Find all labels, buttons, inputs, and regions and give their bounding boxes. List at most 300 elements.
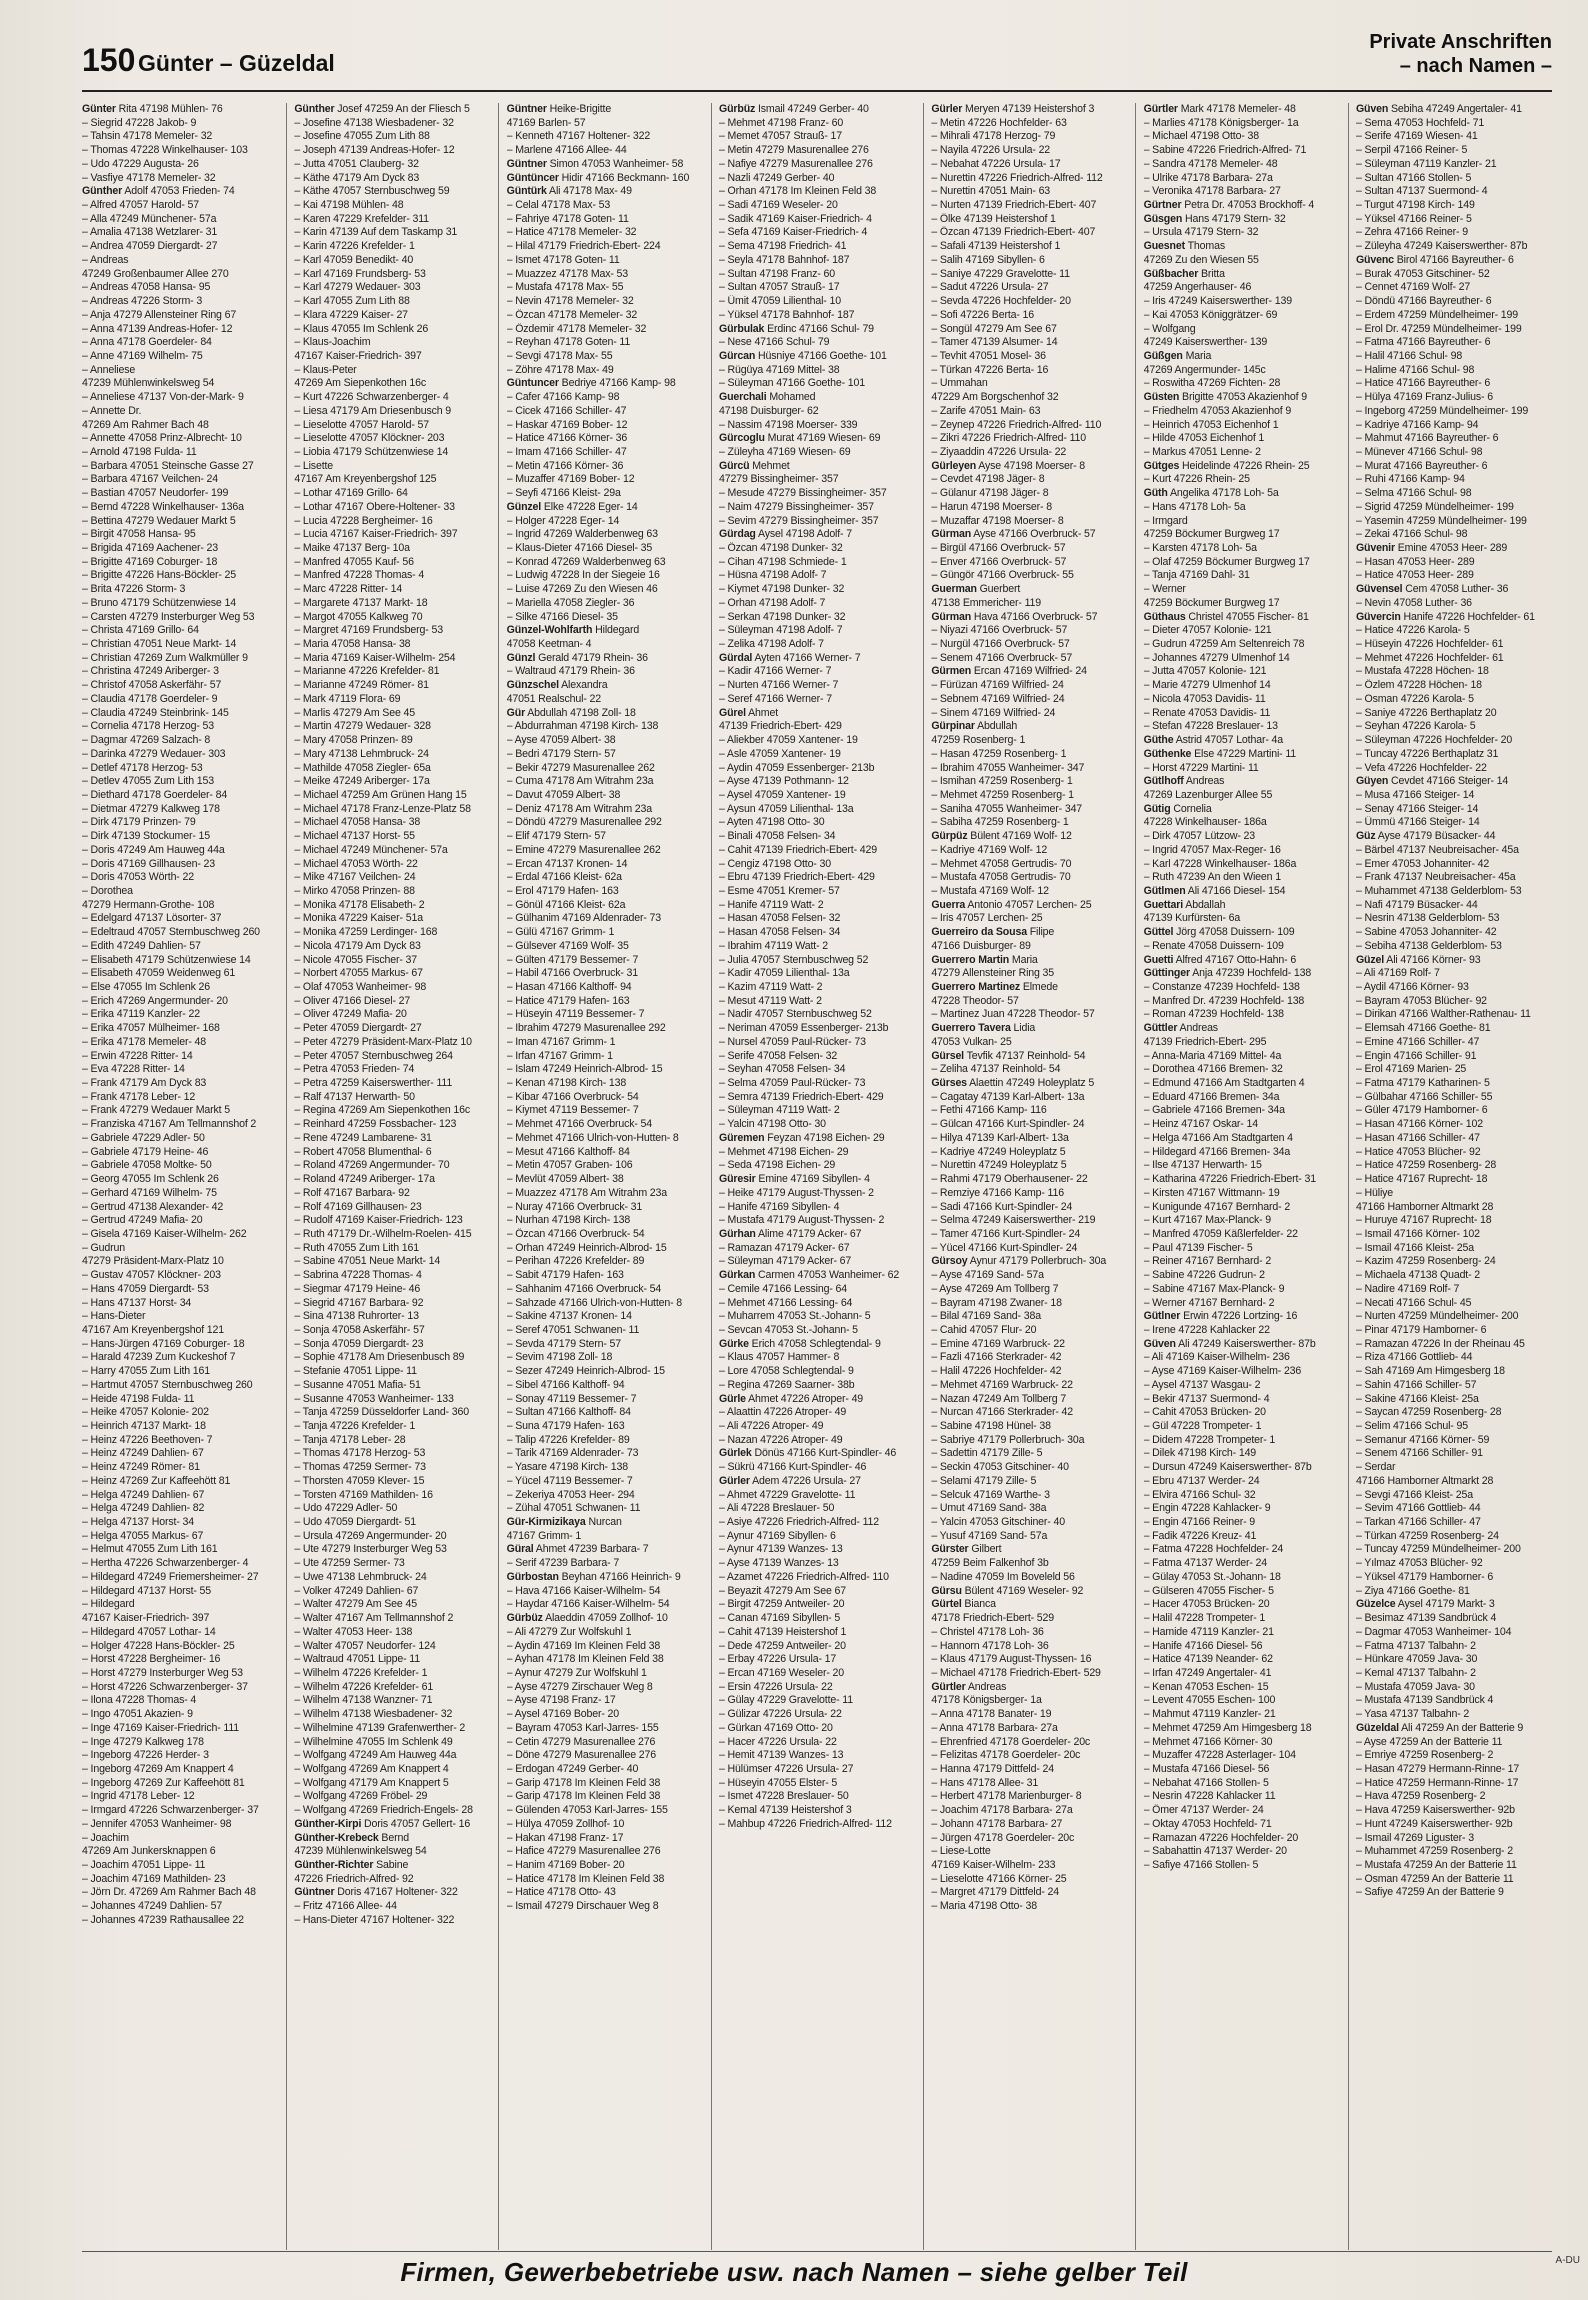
listing-entry xyxy=(507,473,703,487)
listing-entry xyxy=(1356,1104,1552,1118)
listing-entry xyxy=(931,172,1127,186)
listing-details: – Bastian 47057 Neudorfer- 199 xyxy=(82,487,229,500)
listing-details: – Anna 47139 Andreas-Hofer- 12 xyxy=(82,322,233,335)
listing-entry xyxy=(1356,1516,1552,1530)
listing-details: – Ali 47169 Kaiser-Wilhelm- 236 xyxy=(1143,1351,1290,1364)
listing-details: – Zelika 47198 Adolf- 7 xyxy=(718,638,824,651)
listing-details: – Karl 47279 Wedauer- 303 xyxy=(294,281,421,294)
listing-entry xyxy=(507,1324,703,1338)
listing-entry xyxy=(719,1406,915,1420)
listing-details: Alexandra xyxy=(561,679,608,692)
listing-details: – Kibar 47166 Overbruck- 54 xyxy=(506,1090,639,1103)
listing-details: – Emine 47166 Schiller- 47 xyxy=(1355,1035,1480,1048)
listing-details: 47178 Friedrich-Ebert- 529 xyxy=(931,1612,1055,1625)
listing-entry xyxy=(1144,1104,1340,1118)
listing-entry xyxy=(82,748,278,762)
listing-details: – Seckin 47053 Gitschiner- 40 xyxy=(931,1461,1069,1474)
listing-surname: Günter xyxy=(82,103,116,115)
listing-entry xyxy=(719,1447,915,1461)
listing-entry xyxy=(719,967,915,981)
listing-entry xyxy=(1144,542,1340,556)
listing-entry xyxy=(931,432,1127,446)
listing-details: – Reinhard 47259 Fossbacher- 123 xyxy=(294,1118,457,1131)
listing-details: – Kadriye 47169 Wolf- 12 xyxy=(931,843,1048,856)
listing-details: – Mahmut 47119 Kanzler- 21 xyxy=(1143,1708,1276,1721)
listing-entry xyxy=(1144,419,1340,433)
listing-entry xyxy=(82,693,278,707)
listing-entry xyxy=(294,1022,490,1036)
listing-entry xyxy=(507,967,703,981)
listing-details: – Julia 47057 Sternbuschweg 52 xyxy=(718,953,869,966)
listing-details: – Gülay 47229 Gravelotte- 11 xyxy=(718,1694,853,1707)
listing-details: – Bedri 47179 Stern- 57 xyxy=(506,747,616,760)
listing-entry xyxy=(507,213,703,227)
listing-details: – Cahit 47053 Brücken- 20 xyxy=(1143,1406,1266,1419)
listing-details: Ayse 47179 Büsacker- 44 xyxy=(1377,830,1496,843)
listing-details: – Fatma 47166 Bayreuther- 6 xyxy=(1355,336,1491,349)
listing-entry xyxy=(507,871,703,885)
listing-details: 47239 Mühlenwinkelsweg 54 xyxy=(82,377,215,390)
listing-entry xyxy=(719,1132,915,1146)
listing-entry xyxy=(719,501,915,515)
listing-details: Hans 47179 Stern- 32 xyxy=(1184,212,1286,225)
listing-details: – Alla 47249 Münchener- 57a xyxy=(82,212,217,225)
listing-entry xyxy=(719,1749,915,1763)
listing-details: – Nafiye 47279 Masurenallee 276 xyxy=(718,157,873,170)
listing-details: – Osman 47226 Karola- 5 xyxy=(1355,692,1474,705)
listing-surname: Gütig xyxy=(1143,802,1171,815)
listing-entry xyxy=(82,940,278,954)
listing-entry xyxy=(719,1379,915,1393)
listing-entry xyxy=(1144,556,1340,570)
listing-details: – Imam 47166 Schiller- 47 xyxy=(506,445,627,458)
listing-details: – Ziya 47166 Goethe- 81 xyxy=(1355,1584,1470,1597)
listing-entry xyxy=(82,1790,278,1804)
listing-entry xyxy=(507,364,703,378)
listing-surname: Güzelce xyxy=(1355,1598,1396,1611)
listing-details: – Wolfgang 47249 Am Hauweg 44a xyxy=(294,1749,457,1762)
listing-details: – Brigida 47169 Aachener- 23 xyxy=(82,542,218,554)
listing-details: – Senem 47166 Schiller- 91 xyxy=(1355,1447,1483,1460)
listing-details: – Muzaffar 47198 Moerser- 8 xyxy=(931,514,1064,527)
listing-entry xyxy=(931,1228,1127,1242)
directory-columns xyxy=(82,103,1552,2250)
listing-details: – Aysun 47059 Lilienthal- 13a xyxy=(718,802,854,815)
listing-entry xyxy=(507,460,703,474)
listing-details: – Manfred 47059 Käßlerfelder- 22 xyxy=(1143,1227,1298,1240)
listing-details: – Hüseyin 47226 Hochfelder- 61 xyxy=(1355,638,1504,651)
listing-details: 47259 Böckumer Burgweg 17 xyxy=(1143,596,1280,609)
listing-entry xyxy=(82,1557,278,1571)
listing-details: – Paul 47139 Fischer- 5 xyxy=(1143,1241,1253,1254)
listing-details: – Annette Dr. xyxy=(82,404,142,417)
listing-details: – Erbay 47226 Ursula- 17 xyxy=(718,1653,837,1666)
listing-details: – Hunt 47249 Kaiserswerther- 92b xyxy=(1355,1817,1513,1830)
listing-entry xyxy=(931,720,1127,734)
listing-details: – Süleyman 47198 Adolf- 7 xyxy=(718,624,843,637)
listing-entry xyxy=(294,912,490,926)
listing-details: – Nurten 47259 Mündelheimer- 200 xyxy=(1355,1310,1519,1323)
listing-entry xyxy=(82,1694,278,1708)
listing-details: – Ramazan 47179 Acker- 67 xyxy=(718,1241,850,1254)
listing-details: – Volker 47249 Dahlien- 67 xyxy=(294,1584,419,1597)
listing-entry xyxy=(931,1297,1127,1311)
listing-details: Erich 47058 Schlegtendal- 9 xyxy=(751,1337,881,1350)
listing-entry xyxy=(1144,1269,1340,1283)
listing-entry xyxy=(82,240,278,254)
listing-entry xyxy=(507,1859,703,1873)
listing-entry xyxy=(719,1146,915,1160)
listing-details: – Peter 47057 Sternbuschweg 264 xyxy=(294,1049,453,1062)
listing-details: – Rügüya 47169 Mittel- 38 xyxy=(718,363,840,376)
listing-entry xyxy=(507,995,703,1009)
listing-details: – Roman 47239 Hochfeld- 138 xyxy=(1143,1008,1284,1021)
directory-column-4 xyxy=(719,103,915,2250)
listing-entry xyxy=(719,1297,915,1311)
listing-entry xyxy=(507,1187,703,1201)
listing-entry xyxy=(294,281,490,295)
listing-entry xyxy=(82,1420,278,1434)
listing-entry xyxy=(1356,679,1552,693)
listing-details: – Ibrahim 47119 Watt- 2 xyxy=(718,939,828,952)
listing-entry xyxy=(1144,1022,1340,1036)
listing-details: – Sadettin 47179 Zille- 5 xyxy=(931,1447,1043,1460)
listing-entry xyxy=(82,569,278,583)
listing-entry xyxy=(719,1777,915,1791)
listing-entry xyxy=(82,1269,278,1283)
listing-entry xyxy=(82,981,278,995)
listing-details: Ayten 47166 Werner- 7 xyxy=(754,651,861,664)
listing-details: – Hasan 47053 Heer- 289 xyxy=(1355,555,1475,568)
listing-details: – Anne 47169 Wilhelm- 75 xyxy=(82,349,203,362)
listing-surname: Gürsoy xyxy=(931,1255,968,1268)
listing-details: – Serkan 47198 Dunker- 32 xyxy=(718,610,846,623)
listing-entry xyxy=(507,130,703,144)
listing-entry xyxy=(82,1159,278,1173)
listing-details: – Ingo 47051 Akazien- 9 xyxy=(82,1708,193,1721)
listing-details: – Mehmet 47169 Warbruck- 22 xyxy=(931,1378,1073,1391)
listing-entry xyxy=(719,1763,915,1777)
listing-details: – Ayse 47059 Albert- 38 xyxy=(506,734,616,747)
listing-details: – Margret 47179 Dittfeld- 24 xyxy=(931,1886,1060,1899)
listing-details: – Sebnem 47169 Wilfried- 24 xyxy=(931,692,1065,705)
listing-entry xyxy=(1356,1365,1552,1379)
listing-entry xyxy=(82,1393,278,1407)
listing-entry xyxy=(507,1091,703,1105)
listing-entry xyxy=(294,1818,490,1832)
listing-details: – Jörn Dr. 47269 Am Rahmer Bach 48 xyxy=(82,1886,256,1899)
listing-entry xyxy=(82,1228,278,1242)
listing-details: 47051 Realschul- 22 xyxy=(506,692,601,705)
listing-details: – Cahid 47057 Flur- 20 xyxy=(931,1323,1037,1336)
listing-entry xyxy=(1356,1681,1552,1695)
listing-details: 47259 Angerhauser- 46 xyxy=(1143,281,1252,294)
listing-details: Ali 47259 An der Batterie 9 xyxy=(1401,1721,1524,1734)
listing-entry xyxy=(1144,1173,1340,1187)
listing-details: – Petra 47259 Kaiserswerther- 111 xyxy=(294,1077,453,1090)
listing-entry xyxy=(1356,789,1552,803)
listing-entry xyxy=(1144,1447,1340,1461)
listing-details: – Naim 47279 Bissingheimer- 357 xyxy=(718,500,874,513)
listing-entry xyxy=(931,1557,1127,1571)
listing-entry xyxy=(507,624,703,638)
listing-entry xyxy=(719,460,915,474)
listing-details: – Cihan 47198 Schmiede- 1 xyxy=(718,555,847,568)
listing-details: – Olaf 47053 Wanheimer- 98 xyxy=(294,981,427,993)
listing-details: – Cagatay 47139 Karl-Albert- 13a xyxy=(931,1090,1085,1103)
listing-details: – Kenneth 47167 Holtener- 322 xyxy=(506,130,651,143)
listing-entry xyxy=(1356,556,1552,570)
listing-entry xyxy=(1144,323,1340,337)
listing-surname: Güz xyxy=(1355,830,1376,843)
listing-entry xyxy=(719,1708,915,1722)
listing-entry xyxy=(294,1571,490,1585)
listing-entry xyxy=(719,268,915,282)
listing-entry xyxy=(507,803,703,817)
listing-entry xyxy=(82,172,278,186)
listing-entry xyxy=(719,1516,915,1530)
listing-entry xyxy=(1144,172,1340,186)
listing-entry xyxy=(294,748,490,762)
listing-surname: Günther-Krebeck xyxy=(294,1831,379,1844)
listing-surname: Gürbulak xyxy=(718,322,765,335)
listing-details: – Songül 47279 Am See 67 xyxy=(931,322,1057,335)
listing-entry xyxy=(1144,1557,1340,1571)
listing-entry xyxy=(507,1393,703,1407)
listing-details: – Sandra 47178 Memeler- 48 xyxy=(1143,157,1278,170)
listing-details: – Siegmar 47179 Heine- 46 xyxy=(294,1282,421,1295)
listing-entry xyxy=(82,1242,278,1256)
listing-details: – Hanife 47169 Sibyllen- 4 xyxy=(718,1200,840,1213)
listing-entry xyxy=(82,1571,278,1585)
listing-details: Mohamed xyxy=(769,391,816,404)
listing-entry xyxy=(719,1475,915,1489)
listing-entry xyxy=(1144,1832,1340,1846)
listing-details: Jörg 47058 Duissern- 109 xyxy=(1176,926,1295,939)
listing-entry xyxy=(1144,926,1340,940)
listing-details: – Sabrina 47228 Thomas- 4 xyxy=(294,1269,422,1282)
listing-entry xyxy=(294,446,490,460)
listing-entry xyxy=(931,1187,1127,1201)
listing-entry xyxy=(931,1571,1127,1585)
listing-details: Bülent 47169 Wolf- 12 xyxy=(970,830,1072,843)
listing-details: 47279 Bissingheimer- 357 xyxy=(718,473,839,486)
listing-details: – Aysel 47169 Bober- 20 xyxy=(506,1708,620,1721)
listing-details: – Sabit 47179 Hafen- 163 xyxy=(506,1269,624,1282)
listing-entry xyxy=(719,665,915,679)
listing-details: – Walter 47279 Am See 45 xyxy=(294,1598,417,1611)
listing-entry xyxy=(931,624,1127,638)
listing-entry xyxy=(294,295,490,309)
listing-details: – Ingrid 47178 Leber- 12 xyxy=(82,1790,195,1803)
listing-details: – Aydin 47169 Im Kleinen Feld 38 xyxy=(506,1639,661,1652)
listing-details: – Bekir 47137 Suermond- 4 xyxy=(1143,1392,1270,1405)
listing-details: – Doris 47169 Gillhausen- 23 xyxy=(82,857,216,870)
listing-details: – Fatma 47137 Werder- 24 xyxy=(1143,1557,1268,1570)
listing-entry xyxy=(507,1832,703,1846)
listing-details: – Kiymet 47119 Bessemer- 7 xyxy=(506,1104,639,1117)
listing-entry xyxy=(719,981,915,995)
listing-details: – Christa 47169 Grillo- 64 xyxy=(82,624,199,637)
listing-details: – Sinem 47169 Wilfried- 24 xyxy=(931,706,1056,719)
listing-details: – Anneliese 47137 Von-der-Mark- 9 xyxy=(82,391,244,404)
listing-entry xyxy=(1356,542,1552,556)
listing-details: – Metin 47226 Hochfelder- 63 xyxy=(931,116,1067,129)
listing-entry xyxy=(82,707,278,721)
listing-entry xyxy=(1356,858,1552,872)
listing-entry xyxy=(931,1873,1127,1887)
listing-entry xyxy=(1356,1489,1552,1503)
listing-entry xyxy=(1356,473,1552,487)
listing-details: – Jutta 47051 Clauberg- 32 xyxy=(294,157,419,170)
listing-details: – Sevgi 47178 Max- 55 xyxy=(506,349,613,362)
listing-details: – Karl 47169 Frundsberg- 53 xyxy=(294,267,426,280)
listing-details: – Margarete 47137 Markt- 18 xyxy=(294,596,428,609)
listing-details: Guerbert xyxy=(979,583,1021,596)
listing-entry xyxy=(82,268,278,282)
listing-entry xyxy=(82,1214,278,1228)
listing-surname: Güntner xyxy=(506,157,547,170)
listing-details: – Andreas 47226 Storm- 3 xyxy=(82,295,203,308)
listing-details: – Halil 47226 Hochfelder- 42 xyxy=(931,1365,1062,1378)
listing-entry xyxy=(1144,1543,1340,1557)
column-separator xyxy=(498,103,499,2250)
listing-details: – Gülay 47053 St.-Johann- 18 xyxy=(1143,1570,1281,1583)
listing-entry xyxy=(82,1873,278,1887)
listing-entry xyxy=(1144,501,1340,515)
listing-details: – Habil 47166 Overbruck- 31 xyxy=(506,967,639,980)
listing-entry xyxy=(1356,1873,1552,1887)
listing-details: – Eva 47228 Ritter- 14 xyxy=(82,1063,185,1076)
listing-entry xyxy=(82,1749,278,1763)
listing-entry xyxy=(1356,611,1552,625)
listing-details: – Walter 47057 Neudorfer- 124 xyxy=(294,1639,436,1652)
listing-entry xyxy=(1144,1338,1340,1352)
listing-entry xyxy=(1144,583,1340,597)
listing-details: – Yalcin 47198 Otto- 30 xyxy=(718,1118,826,1131)
listing-details: – Mevlüt 47059 Albert- 38 xyxy=(506,1173,624,1186)
listing-details: – Hava 47166 Kaiser-Wilhelm- 54 xyxy=(506,1584,661,1597)
listing-details: 47226 Friedrich-Alfred- 92 xyxy=(294,1872,414,1885)
listing-details: – Memet 47057 Strauß- 17 xyxy=(718,130,842,143)
listing-entry xyxy=(719,213,915,227)
listing-details: – Andreas xyxy=(82,253,129,266)
listing-details: – Sultan 47166 Kalthoff- 84 xyxy=(506,1406,631,1419)
listing-entry xyxy=(294,1283,490,1297)
listing-details: – Döne 47279 Masurenallee 276 xyxy=(506,1749,657,1762)
listing-details: – Ingrid 47269 Walderbenweg 63 xyxy=(506,528,658,541)
listing-details: – Heinz 47249 Dahlien- 67 xyxy=(82,1447,204,1460)
listing-details: – Cahit 47139 Friedrich-Ebert- 429 xyxy=(718,843,877,856)
listing-details: – Seyhan 47226 Karola- 5 xyxy=(1355,720,1476,733)
listing-details: – Mustafa 47059 Java- 30 xyxy=(1355,1680,1475,1693)
listing-entry xyxy=(931,1516,1127,1530)
listing-entry xyxy=(719,1118,915,1132)
listing-surname: Güremen xyxy=(718,1131,765,1144)
listing-details: – Birgit 47058 Hansa- 95 xyxy=(82,528,196,541)
listing-details: Ahmet xyxy=(748,706,778,719)
listing-entry xyxy=(719,432,915,446)
listing-details: Andreas xyxy=(1185,775,1225,788)
listing-details: – Rene 47249 Lambarene- 31 xyxy=(294,1131,432,1144)
listing-details: – Cetin 47279 Masurenallee 276 xyxy=(506,1735,656,1748)
listing-details: – Nassim 47198 Moerser- 339 xyxy=(718,418,858,431)
listing-entry xyxy=(507,542,703,556)
listing-entry xyxy=(82,926,278,940)
listing-details: – Hatice 47226 Karola- 5 xyxy=(1355,624,1470,637)
listing-details: – Edith 47249 Dahlien- 57 xyxy=(82,939,201,952)
listing-entry xyxy=(719,597,915,611)
listing-entry xyxy=(931,1351,1127,1365)
listing-entry xyxy=(82,638,278,652)
listing-entry xyxy=(82,377,278,391)
listing-entry xyxy=(294,665,490,679)
listing-details: – Konrad 47269 Walderbenweg 63 xyxy=(506,555,666,568)
listing-details: – Hanife 47166 Diesel- 56 xyxy=(1143,1639,1263,1652)
listing-details: Adem 47226 Ursula- 27 xyxy=(752,1474,861,1487)
listing-entry xyxy=(931,707,1127,721)
listing-entry xyxy=(294,364,490,378)
listing-surname: Guerman xyxy=(931,583,977,596)
listing-entry xyxy=(1144,1187,1340,1201)
listing-entry xyxy=(931,1434,1127,1448)
listing-entry xyxy=(82,460,278,474)
listing-details: – Sefa 47169 Kaiser-Friedrich- 4 xyxy=(718,226,868,239)
listing-entry xyxy=(82,130,278,144)
listing-entry xyxy=(507,1612,703,1626)
listing-entry xyxy=(82,391,278,405)
listing-surname: Gürler xyxy=(718,1474,750,1487)
listing-entry xyxy=(931,665,1127,679)
listing-entry xyxy=(82,995,278,1009)
listing-entry xyxy=(294,1914,490,1928)
listing-entry xyxy=(1144,432,1340,446)
listing-details: – Ali 47228 Breslauer- 50 xyxy=(718,1502,835,1515)
listing-details: – Eduard 47166 Bremen- 34a xyxy=(1143,1090,1280,1103)
listing-details: – Muharrem 47053 St.-Johann- 5 xyxy=(718,1310,871,1323)
listing-details: – Cevdet 47198 Jäger- 8 xyxy=(931,473,1045,486)
listing-details: – Mustafa 47166 Diesel- 56 xyxy=(1143,1762,1270,1775)
listing-entry xyxy=(931,226,1127,240)
listing-entry xyxy=(931,1104,1127,1118)
listing-entry xyxy=(82,117,278,131)
listing-entry xyxy=(294,199,490,213)
listing-entry xyxy=(719,1667,915,1681)
listing-details: – Stefanie 47051 Lippe- 11 xyxy=(294,1365,417,1378)
listing-entry xyxy=(1144,707,1340,721)
listing-entry xyxy=(1144,1132,1340,1146)
listing-details: – Marianne 47249 Römer- 81 xyxy=(294,679,429,692)
listing-details: – Kemal 47139 Heistershof 3 xyxy=(718,1804,852,1817)
listing-entry xyxy=(1144,130,1340,144)
listing-entry xyxy=(507,1269,703,1283)
listing-entry xyxy=(294,556,490,570)
listing-details: – Kazim 47259 Rosenberg- 24 xyxy=(1355,1255,1496,1268)
listing-surname: Guerchali xyxy=(718,391,767,404)
listing-details: – Hava 47259 Kaiserswerther- 92b xyxy=(1355,1804,1515,1817)
listing-details: – Nebahat 47226 Ursula- 17 xyxy=(931,157,1061,170)
listing-details: – Sabahattin 47137 Werder- 20 xyxy=(1143,1845,1287,1858)
listing-details: – Andrea 47059 Diergardt- 27 xyxy=(82,240,218,253)
listing-details: – Nevin 47178 Memeler- 32 xyxy=(506,295,634,308)
listing-entry xyxy=(294,1832,490,1846)
listing-entry xyxy=(294,967,490,981)
listing-entry xyxy=(719,734,915,748)
listing-entry xyxy=(1356,707,1552,721)
listing-entry xyxy=(1356,199,1552,213)
listing-details: – Christina 47249 Ariberger- 3 xyxy=(82,665,219,678)
listing-details: 47166 Hamborner Altmarkt 28 xyxy=(1355,1474,1494,1487)
